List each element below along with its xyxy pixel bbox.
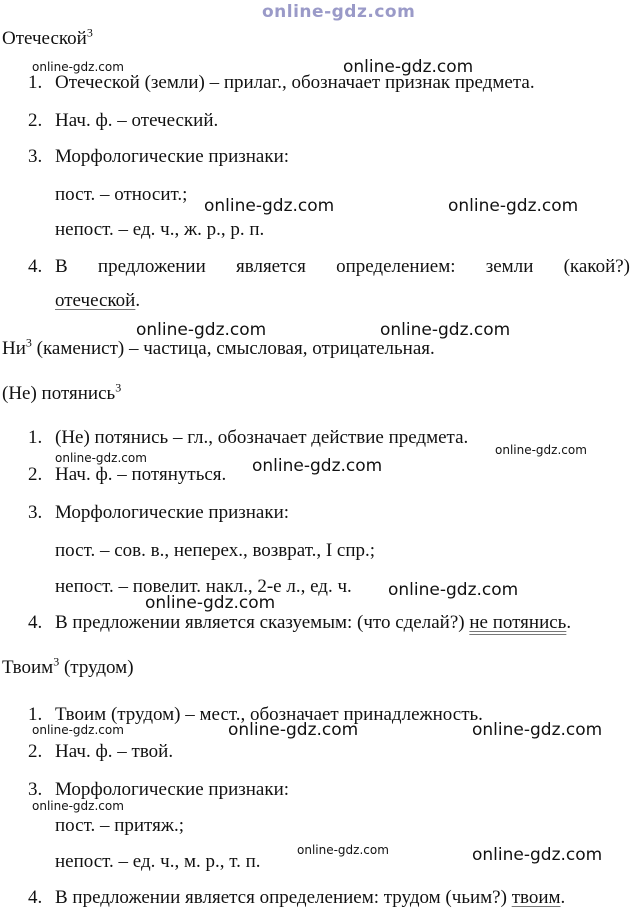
item-number: 4. [28, 256, 43, 277]
item-number: 4. [28, 887, 43, 908]
section-heading-ni: $Ни^3$ (каменист) – частица, смысловая, отрицательная. [2, 335, 435, 359]
const-features: пост. – сов. в., неперех., возврат., I спр.; [55, 540, 376, 561]
watermark: online-gdz.com [32, 799, 124, 813]
item-text: Морфологические признаки: [55, 146, 290, 167]
item-number: 3. [28, 146, 43, 167]
watermark: online-gdz.com [55, 451, 147, 465]
watermark: online-gdz.com [472, 845, 603, 865]
item-number: 1. [28, 427, 43, 448]
item-text: Отеческой (земли) – прилаг., обозначает признак предмета. [55, 72, 535, 93]
watermark: online-gdz.com [136, 320, 267, 340]
item-number: 1. [28, 72, 43, 93]
item-text: Твоим (трудом) – мест., обозначает принадлежность. [55, 704, 483, 725]
const-features: пост. – относит.; [55, 184, 188, 205]
watermark-top: online-gdz.com [262, 2, 416, 22]
item-text: Нач. ф. – отеческий. [55, 110, 219, 131]
watermark: online-gdz.com [32, 60, 124, 74]
var-features: непост. – ед. ч., ж. р., р. п. [55, 219, 265, 240]
item-number: 4. [28, 612, 43, 633]
item-number: 2. [28, 741, 43, 762]
watermark: online-gdz.com [448, 196, 579, 216]
watermark: online-gdz.com [343, 57, 474, 77]
item-text: В предложении является определением: земли (какой?) [55, 256, 630, 277]
section-heading-tvoim: Твоим$^3$ (трудом) [2, 654, 134, 678]
watermark: online-gdz.com [472, 720, 603, 740]
underlined-word: твоим [511, 887, 561, 908]
item-text: Нач. ф. – твой. [55, 741, 174, 762]
item-text: В предложении является сказуемым: (что сделай?) не потянись. [55, 612, 572, 633]
var-features: непост. – ед. ч., м. р., т. п. [55, 851, 261, 872]
watermark: online-gdz.com [388, 580, 519, 600]
item-text: Нач. ф. – потянуться. [55, 464, 227, 485]
item-text: Морфологические признаки: [55, 779, 290, 800]
section-heading-ne-potyanis: (Не) потянись$^3$ [2, 380, 122, 404]
watermark: online-gdz.com [204, 196, 335, 216]
underlined-word: отеческой [55, 290, 136, 311]
const-features: пост. – притяж.; [55, 815, 184, 836]
item-text-continued: отеческой. [55, 290, 141, 311]
watermark: online-gdz.com [380, 320, 511, 340]
watermark: online-gdz.com [32, 723, 124, 737]
item-number: 1. [28, 704, 43, 725]
watermark: online-gdz.com [145, 593, 276, 613]
item-text: Морфологические признаки: [55, 502, 290, 523]
watermark: online-gdz.com [495, 443, 587, 457]
item-number: 3. [28, 502, 43, 523]
watermark: online-gdz.com [297, 843, 389, 857]
watermark: online-gdz.com [252, 456, 383, 476]
item-text: В предложении является определением: трудом (чьим?) твоим. [55, 887, 566, 908]
item-number: 2. [28, 110, 43, 131]
section-heading-otecheskoy: Отеческой$^3$ [2, 25, 93, 49]
item-text: (Не) потянись – гл., обозначает действие предмета. [55, 427, 469, 448]
watermark: online-gdz.com [228, 720, 359, 740]
var-features: непост. – повелит. накл., 2-е л., ед. ч. [55, 576, 352, 597]
item-number: 2. [28, 464, 43, 485]
underlined-word: не потянись [469, 612, 567, 633]
item-number: 3. [28, 779, 43, 800]
